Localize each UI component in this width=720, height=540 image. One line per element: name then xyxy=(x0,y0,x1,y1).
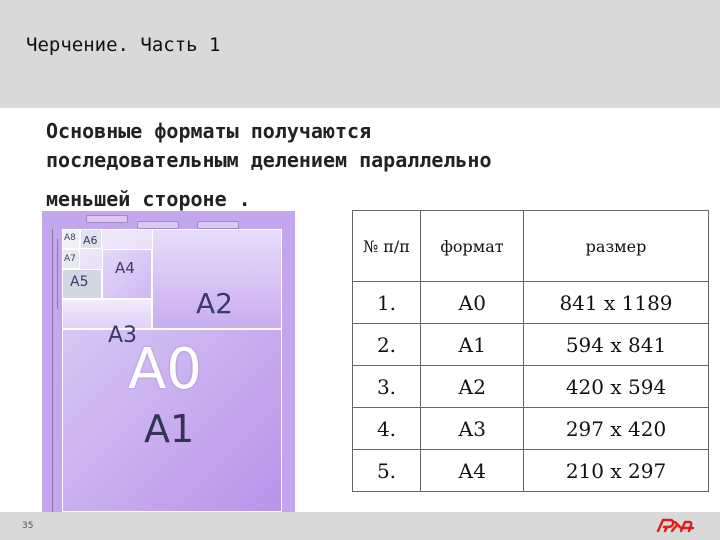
footer-bar xyxy=(0,512,720,540)
col-header-size: размер xyxy=(524,211,709,282)
slide-title: Черчение. Часть 1 xyxy=(26,34,221,56)
dimension-mark-top xyxy=(86,215,128,223)
cell-number: 1. xyxy=(353,282,421,324)
table-row xyxy=(353,324,709,366)
cell-number: 3. xyxy=(353,366,421,408)
cell-size: 210 x 297 xyxy=(524,450,709,492)
formats-stack xyxy=(62,229,282,512)
label-a1: A1 xyxy=(144,407,195,451)
table-row xyxy=(353,366,709,408)
cell-size: 297 x 420 xyxy=(524,408,709,450)
label-a3: A3 xyxy=(108,323,138,348)
cell-format: А4 xyxy=(421,450,524,492)
table-header-row xyxy=(353,211,709,282)
col-header-format: формат xyxy=(421,211,524,282)
table-row xyxy=(353,408,709,450)
label-a6: A6 xyxy=(83,234,98,247)
label-a0: A0 xyxy=(128,337,202,402)
heading-line-1: Основные форматы получаются xyxy=(46,119,372,143)
cell-number: 2. xyxy=(353,324,421,366)
slide-heading xyxy=(46,117,686,214)
cell-format: А1 xyxy=(421,324,524,366)
paper-formats-diagram xyxy=(42,211,295,518)
dimension-mark-top xyxy=(137,221,179,229)
table-row xyxy=(353,450,709,492)
page-number: 35 xyxy=(22,521,34,531)
label-a2: A2 xyxy=(196,287,233,320)
label-a4: A4 xyxy=(115,259,135,277)
cell-format: А2 xyxy=(421,366,524,408)
cell-format: А3 xyxy=(421,408,524,450)
label-a5: A5 xyxy=(70,274,89,290)
cell-size: 420 x 594 xyxy=(524,366,709,408)
dimension-line-left xyxy=(52,229,53,512)
label-a8: A8 xyxy=(64,233,76,243)
heading-line-2: последовательным делением параллельно xyxy=(46,148,492,172)
rzd-logo-icon xyxy=(655,516,695,534)
formats-table xyxy=(352,210,709,492)
dimension-line-left xyxy=(57,239,58,309)
cell-number: 5. xyxy=(353,450,421,492)
format-a3-sheet xyxy=(62,299,152,329)
dimension-mark-top xyxy=(197,221,239,229)
table-row xyxy=(353,282,709,324)
cell-number: 4. xyxy=(353,408,421,450)
col-header-number: № п/п xyxy=(353,211,421,282)
label-a7: A7 xyxy=(64,254,76,264)
cell-size: 841 x 1189 xyxy=(524,282,709,324)
cell-format: А0 xyxy=(421,282,524,324)
cell-size: 594 x 841 xyxy=(524,324,709,366)
heading-line-3: меньшей стороне . xyxy=(46,187,251,211)
